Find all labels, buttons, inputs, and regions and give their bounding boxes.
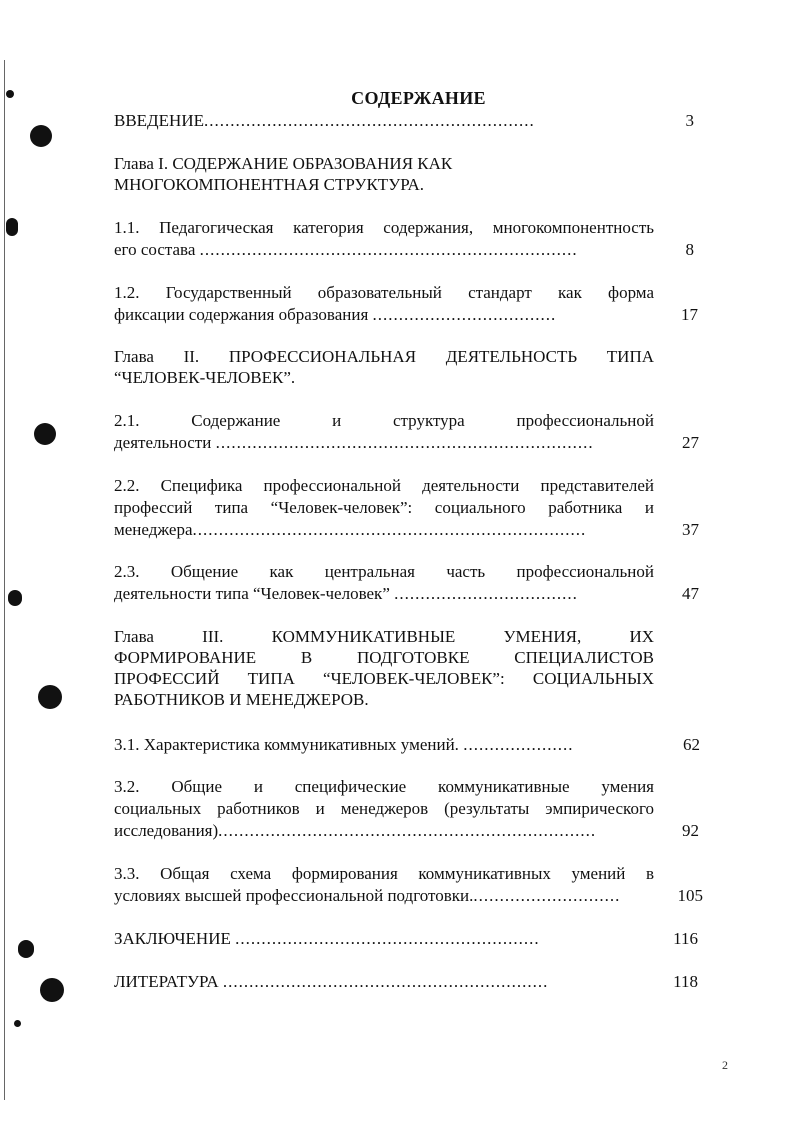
toc-page-number: 3 xyxy=(685,111,694,130)
toc-page-number: 37 xyxy=(682,520,699,539)
toc-entry-text: деятельности типа “Человек-человек” xyxy=(114,584,390,603)
toc-entry-text: 2.3. Общение как центральная часть профессиональной xyxy=(114,562,654,581)
toc-entry-intro xyxy=(114,110,654,132)
punch-hole xyxy=(40,978,64,1002)
page-title: СОДЕРЖАНИЕ xyxy=(351,88,486,108)
toc-entry-text: 2.2. Специфика профессиональной деятельности представителей xyxy=(114,476,654,495)
toc-leader: ........................................................................... xyxy=(192,520,587,539)
toc-leader: ................................... xyxy=(372,305,557,324)
toc-entry-2-3 xyxy=(114,561,654,605)
toc-leader: ........................................................................ xyxy=(215,433,594,452)
toc-entry-text: его состава xyxy=(114,240,196,259)
toc-chapter-line: “ЧЕЛОВЕК-ЧЕЛОВЕК”. xyxy=(114,368,296,387)
toc-entry-text: исследования) xyxy=(114,821,219,840)
toc-chapter-line: ФОРМИРОВАНИЕ В ПОДГОТОВКЕ СПЕЦИАЛИСТОВ xyxy=(114,648,654,667)
toc-leader: ..................... xyxy=(463,735,574,754)
toc-page-number: 105 xyxy=(677,886,703,905)
toc-leader: .............................................................. xyxy=(222,972,549,991)
toc-leader: ........................................................................ xyxy=(199,240,578,259)
toc-chapter-line: МНОГОКОМПОНЕНТНАЯ СТРУКТУРА. xyxy=(114,175,425,194)
toc-entry-1-1 xyxy=(114,217,654,261)
page-number: 2 xyxy=(722,1058,728,1072)
toc-entry-3-1 xyxy=(114,734,654,756)
toc-entry-text: профессий типа “Человек-человек”: социального работника и xyxy=(114,498,654,517)
toc-page-number: 27 xyxy=(682,433,699,452)
toc-chapter-line: Глава I. СОДЕРЖАНИЕ ОБРАЗОВАНИЯ КАК xyxy=(114,154,453,173)
toc-entry-text: социальных работников и менеджеров (результаты эмпирического xyxy=(114,799,654,818)
toc-entry-2-2 xyxy=(114,475,654,541)
punch-hole xyxy=(30,125,52,147)
toc-entry-text: фиксации содержания образования xyxy=(114,305,369,324)
toc-leader: ............................................................... xyxy=(203,111,535,130)
toc-entry-1-2 xyxy=(114,282,654,326)
toc-entry-text: ЛИТЕРАТУРА xyxy=(114,972,219,991)
toc-chapter-line: ПРОФЕССИЙ ТИПА “ЧЕЛОВЕК-ЧЕЛОВЕК”: СОЦИАЛЬНЫХ xyxy=(114,669,654,688)
toc-page-number: 17 xyxy=(681,305,698,324)
toc-entry-text: ЗАКЛЮЧЕНИЕ xyxy=(114,929,231,948)
punch-hole xyxy=(38,685,62,709)
toc-entry-2-1 xyxy=(114,410,654,454)
toc-page-number: 62 xyxy=(683,735,700,754)
binder-mark xyxy=(6,218,18,236)
toc-leader: ........................................................................ xyxy=(218,821,597,840)
toc-entry-3-2 xyxy=(114,776,654,842)
toc-entry-text: 1.1. Педагогическая категория содержания, многокомпонентность xyxy=(114,218,654,237)
toc-entry-text: 3.3. Общая схема формирования коммуникативных умений в xyxy=(114,864,654,883)
toc-chapter-line: Глава III. КОММУНИКАТИВНЫЕ УМЕНИЯ, ИХ xyxy=(114,627,654,646)
toc-entry-text: деятельности xyxy=(114,433,212,452)
toc-entry-text: ВВЕДЕНИЕ xyxy=(114,111,204,130)
toc-page-number: 8 xyxy=(685,240,694,259)
toc-chapter-3 xyxy=(114,626,654,710)
toc-chapter-line: РАБОТНИКОВ И МЕНЕДЖЕРОВ. xyxy=(114,690,369,709)
toc-entry-3-3 xyxy=(114,863,654,907)
toc-page-number: 47 xyxy=(682,584,699,603)
binder-mark xyxy=(8,590,22,606)
binder-mark xyxy=(18,940,34,958)
toc-chapter-1 xyxy=(114,153,654,195)
toc-entry-literature xyxy=(114,971,654,993)
toc-page-number: 92 xyxy=(682,821,699,840)
toc-leader: ............................ xyxy=(473,886,621,905)
binder-mark xyxy=(14,1020,21,1027)
toc-entry-text: 3.1. Характеристика коммуникативных умений. xyxy=(114,735,459,754)
toc-page-number: 116 xyxy=(673,929,698,948)
binder-edge xyxy=(4,60,5,1100)
toc-entry-text: 2.1. Содержание и структура профессиональной xyxy=(114,411,654,430)
toc-entry-text: 1.2. Государственный образовательный стандарт как форма xyxy=(114,283,654,302)
toc-page-number: 118 xyxy=(673,972,698,991)
toc-entry-text: менеджера xyxy=(114,520,193,539)
toc-leader: .......................................................... xyxy=(235,929,540,948)
toc-entry-text: 3.2. Общие и специфические коммуникативные умения xyxy=(114,777,654,796)
toc-chapter-2 xyxy=(114,346,654,388)
punch-hole xyxy=(34,423,56,445)
toc-entry-conclusion xyxy=(114,928,654,950)
toc-leader: ................................... xyxy=(394,584,578,603)
toc-entry-text: условиях высшей профессиональной подготовки. xyxy=(114,886,474,905)
toc-chapter-line: Глава II. ПРОФЕССИОНАЛЬНАЯ ДЕЯТЕЛЬНОСТЬ ТИПА xyxy=(114,347,654,366)
